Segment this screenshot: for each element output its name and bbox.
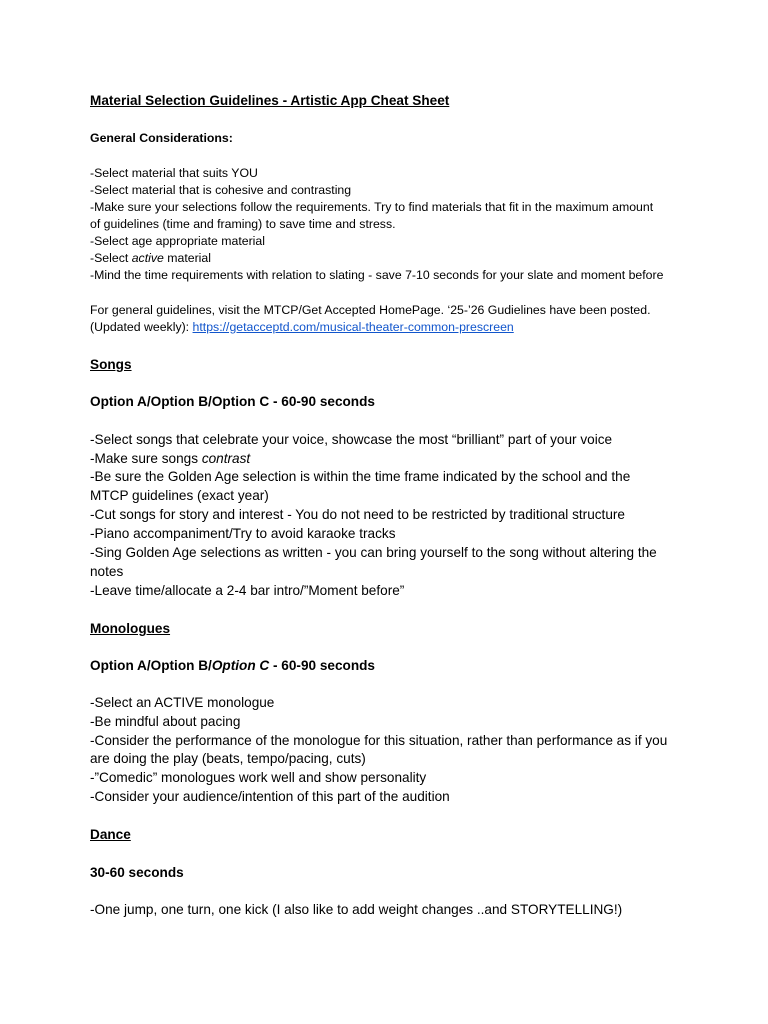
songs-line-contrast [90,449,250,468]
general-line: of guidelines (time and framing) to save time and stress. [90,217,396,231]
dance-time: 30-60 seconds [90,865,184,880]
monologues-line: -”Comedic” monologues work well and show personality [90,770,427,785]
general-line-active [90,250,211,267]
general-line: -Select material that suits YOU [90,166,258,180]
monologues-option-suffix: - 60-90 seconds [269,658,375,673]
songs-line: -Cut songs for story and interest - You do not need to be restricted by traditional structure [90,507,625,522]
general-line: -Select age appropriate material [90,234,265,248]
monologues-line: -Be mindful about pacing [90,714,241,729]
prescreen-link[interactable]: https://getacceptd.com/musical-theater-common-prescreen [192,320,514,334]
general-line-slate: -Mind the time requirements with relation to slating - save 7-10 seconds for your slate and moment before [90,268,664,282]
general-line: -Select material that is cohesive and contrasting [90,183,352,197]
document-title: Material Selection Guidelines - Artistic App Cheat Sheet [90,93,450,108]
updated-line [90,319,514,336]
songs-line: -Piano accompaniment/Try to avoid karaoke tracks [90,526,396,541]
general-line: -Make sure your selections follow the requirements. Try to find materials that fit in the maximum amount [90,200,654,214]
monologues-heading: Monologues [90,621,171,636]
songs-line: notes [90,564,124,579]
dance-line: -One jump, one turn, one kick (I also like to add weight changes ..and STORYTELLING!) [90,902,623,917]
songs-line: -Select songs that celebrate your voice, showcase the most “brilliant” part of your voice [90,432,613,447]
monologues-option-italic: Option C [211,658,270,673]
monologues-option-prefix: Option A/Option B/ [90,658,212,673]
songs-option: Option A/Option B/Option C - 60-90 seconds [90,394,375,409]
dance-heading: Dance [90,827,131,842]
contrast-prefix: -Make sure songs [90,451,202,466]
monologues-option [90,656,375,675]
active-word: active [131,251,164,265]
monologues-line: -Consider the performance of the monologue for this situation, rather than performance as if you [90,733,668,748]
contrast-word: contrast [201,451,251,466]
active-suffix: material [163,251,211,265]
songs-heading: Songs [90,357,132,372]
active-prefix: -Select [90,251,132,265]
songs-line: -Leave time/allocate a 2-4 bar intro/”Moment before” [90,583,405,598]
songs-line: -Sing Golden Age selections as written - you can bring yourself to the song without altering the [90,545,657,560]
guidelines-line: For general guidelines, visit the MTCP/Get Accepted HomePage. ‘25-’26 Gudielines have been posted. [90,303,651,317]
monologues-line: -Consider your audience/intention of this part of the audition [90,789,450,804]
songs-line: MTCP guidelines (exact year) [90,488,269,503]
monologues-line: are doing the play (beats, tempo/pacing, cuts) [90,751,366,766]
updated-prefix: (Updated weekly): [90,320,193,334]
general-heading: General Considerations: [90,131,233,145]
songs-line: -Be sure the Golden Age selection is within the time frame indicated by the school and the [90,469,631,484]
monologues-line: -Select an ACTIVE monologue [90,695,275,710]
